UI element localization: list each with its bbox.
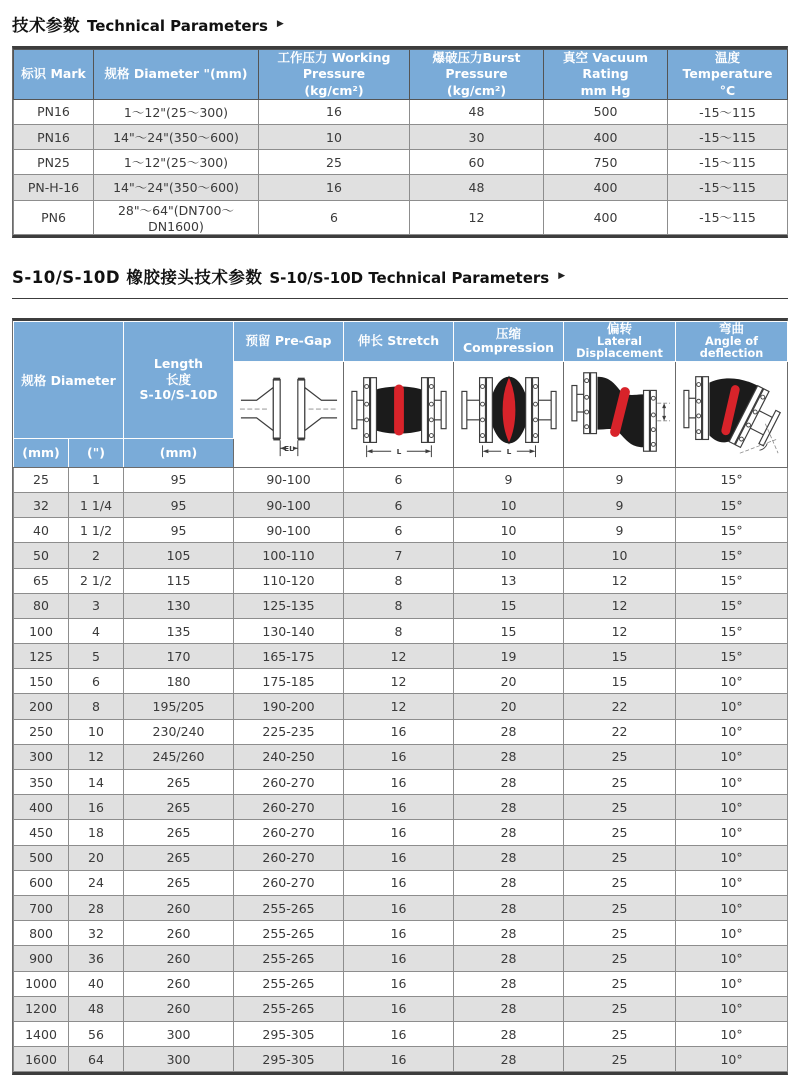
table-cell: 260-270: [234, 845, 344, 870]
table-cell: 95: [124, 467, 234, 492]
table-cell: 25: [564, 820, 676, 845]
pre-gap-diagram-cell: [234, 361, 344, 467]
table-cell: 400: [14, 795, 69, 820]
table-cell: 10: [564, 543, 676, 568]
table-cell: 95: [124, 518, 234, 543]
s10-parameters-table: [13, 321, 788, 1073]
table-cell: 15: [564, 644, 676, 669]
table-cell: 12: [69, 744, 124, 769]
table-cell: 260-270: [234, 770, 344, 795]
table-cell: 25: [564, 895, 676, 920]
table-cell: 15°: [676, 543, 788, 568]
table-cell: 10: [454, 518, 564, 543]
table-cell: 30: [410, 124, 544, 149]
col-header-burst-pressure: 爆破压力Burst Pressure (kg/cm²): [410, 50, 544, 100]
table-cell: 260: [124, 946, 234, 971]
table-cell: 15°: [676, 593, 788, 618]
table-cell: 10°: [676, 996, 788, 1021]
table-cell: 10: [454, 543, 564, 568]
section2-title: [12, 264, 788, 288]
table-cell: 125-135: [234, 593, 344, 618]
table-cell: 48: [410, 99, 544, 124]
table-cell: 260-270: [234, 795, 344, 820]
table-cell: 2: [69, 543, 124, 568]
table-cell: 28: [69, 895, 124, 920]
table-row: [14, 895, 788, 920]
table-cell: 1200: [14, 996, 69, 1021]
table-cell: 295-305: [234, 1021, 344, 1046]
section1-title-zh: 技术参数: [12, 16, 80, 35]
section1-title: [12, 12, 788, 36]
table-cell: 28: [454, 895, 564, 920]
table-cell: 28: [454, 719, 564, 744]
table-cell: 9: [564, 518, 676, 543]
table-cell: 115: [124, 568, 234, 593]
table-cell: 18: [69, 820, 124, 845]
table-cell: 28: [454, 845, 564, 870]
table-cell: 16: [344, 820, 454, 845]
table-row: [14, 669, 788, 694]
table-cell: 28: [454, 946, 564, 971]
col-header-angle-of-deflection: 弯曲 Angle of deflection: [676, 321, 788, 361]
table-cell: 265: [124, 770, 234, 795]
table-cell: 20: [454, 694, 564, 719]
table-cell: 22: [564, 719, 676, 744]
table-cell: 12: [410, 200, 544, 234]
table-cell: 14"～24"(350～600): [94, 124, 259, 149]
table-cell: 295-305: [234, 1047, 344, 1072]
table-row: [14, 99, 788, 124]
table-cell: 28: [454, 971, 564, 996]
table-cell: 8: [344, 593, 454, 618]
table-cell: 28: [454, 870, 564, 895]
table-row: [14, 543, 788, 568]
col-header-vacuum-rating: 真空 Vacuum Rating mm Hg: [544, 50, 668, 100]
table-cell: 16: [344, 946, 454, 971]
table2-header: [14, 321, 788, 467]
section1-title-en: Technical Parameters: [87, 17, 268, 35]
table-cell: 260-270: [234, 820, 344, 845]
table-cell: 1 1/2: [69, 518, 124, 543]
table-cell: 28: [454, 820, 564, 845]
table-cell: 10°: [676, 1047, 788, 1072]
table-cell: 28"～64"(DN700～DN1600): [94, 200, 259, 234]
table-cell: 110-120: [234, 568, 344, 593]
table-cell: 190-200: [234, 694, 344, 719]
table-cell: PN16: [14, 124, 94, 149]
table-cell: 500: [14, 845, 69, 870]
table-cell: 80: [14, 593, 69, 618]
table-cell: 10: [259, 124, 410, 149]
compression-diagram: [458, 364, 560, 460]
table-cell: 12: [564, 593, 676, 618]
col-header-working-pressure: 工作压力 Working Pressure (kg/cm²): [259, 50, 410, 100]
table-cell: 15°: [676, 568, 788, 593]
s10-parameters-table-wrap: [12, 318, 788, 1076]
dimension-label: EL: [283, 444, 294, 454]
compression-diagram-cell: [454, 361, 564, 467]
table-cell: 10°: [676, 795, 788, 820]
table-cell: 8: [344, 618, 454, 643]
table-row: [14, 845, 788, 870]
table-cell: 900: [14, 946, 69, 971]
table-cell: 10°: [676, 921, 788, 946]
table-cell: 600: [14, 870, 69, 895]
table-cell: -15～115: [668, 99, 788, 124]
table-cell: 260: [124, 971, 234, 996]
table-cell: 16: [344, 921, 454, 946]
table-cell: 170: [124, 644, 234, 669]
table-cell: 25: [14, 467, 69, 492]
table-cell: 9: [564, 492, 676, 517]
table-cell: 60: [410, 150, 544, 175]
section-marker-icon: ▶: [558, 270, 566, 281]
col-header-compression: 压缩 Compression: [454, 321, 564, 361]
table-cell: 180: [124, 669, 234, 694]
table1-body: [14, 99, 788, 234]
sub-header-mm: (mm): [14, 438, 69, 467]
table-cell: 12: [344, 694, 454, 719]
table-cell: 25: [564, 946, 676, 971]
col-header-length: Length 长度 S-10/S-10D: [124, 321, 234, 438]
table-row: [14, 719, 788, 744]
table-cell: 20: [69, 845, 124, 870]
table-cell: 28: [454, 1021, 564, 1046]
table-cell: 260: [124, 895, 234, 920]
table-cell: 245/260: [124, 744, 234, 769]
table-cell: 25: [564, 744, 676, 769]
table-cell: 25: [564, 921, 676, 946]
table-cell: 6: [344, 518, 454, 543]
angle-of-deflection-diagram-cell: [676, 361, 788, 467]
table-cell: 12: [344, 669, 454, 694]
col-header-diameter: 规格 Diameter "(mm): [94, 50, 259, 100]
table-cell: 12: [344, 644, 454, 669]
table-cell: 3: [69, 593, 124, 618]
table-cell: -15～115: [668, 175, 788, 200]
table-cell: 48: [410, 175, 544, 200]
table-cell: 16: [259, 99, 410, 124]
table-cell: 450: [14, 820, 69, 845]
table-cell: 10: [454, 492, 564, 517]
table-cell: 16: [344, 845, 454, 870]
table-cell: 15°: [676, 467, 788, 492]
table-cell: -15～115: [668, 150, 788, 175]
table-cell: 1 1/4: [69, 492, 124, 517]
section-divider: [12, 298, 788, 299]
table-cell: 28: [454, 744, 564, 769]
stretch-diagram: [348, 364, 450, 460]
table-cell: 225-235: [234, 719, 344, 744]
table-cell: 16: [344, 1021, 454, 1046]
table-cell: 300: [124, 1047, 234, 1072]
table-cell: 90-100: [234, 518, 344, 543]
table-cell: 1400: [14, 1021, 69, 1046]
table-cell: 400: [544, 124, 668, 149]
table-cell: 260: [124, 921, 234, 946]
table-cell: 25: [564, 770, 676, 795]
table-row: [14, 644, 788, 669]
table-cell: 1～12"(25～300): [94, 99, 259, 124]
table-cell: 90-100: [234, 467, 344, 492]
table-cell: 10°: [676, 845, 788, 870]
section-marker-icon: ▶: [276, 19, 284, 29]
table-cell: 4: [69, 618, 124, 643]
table-cell: 19: [454, 644, 564, 669]
table-cell: 12: [564, 568, 676, 593]
table-cell: 130-140: [234, 618, 344, 643]
table-row: [14, 770, 788, 795]
table-cell: 265: [124, 870, 234, 895]
table-cell: 7: [344, 543, 454, 568]
table-cell: 15°: [676, 644, 788, 669]
dimension-label: L: [396, 447, 401, 457]
sub-header-length-mm: (mm): [124, 438, 234, 467]
lateral-displacement-diagram-cell: [564, 361, 676, 467]
table-cell: 400: [544, 200, 668, 234]
table-cell: 12: [564, 618, 676, 643]
table-row: [14, 996, 788, 1021]
table-cell: 255-265: [234, 946, 344, 971]
table-cell: 100: [14, 618, 69, 643]
table-row: [14, 492, 788, 517]
table-cell: 255-265: [234, 971, 344, 996]
table-cell: 500: [544, 99, 668, 124]
stretch-diagram-cell: [344, 361, 454, 467]
table-row: [14, 744, 788, 769]
col-header-lateral-displacement: 偏转 Lateral Displacement: [564, 321, 676, 361]
table-cell: 9: [454, 467, 564, 492]
table-row: [14, 618, 788, 643]
col-header-mark: 标识 Mark: [14, 50, 94, 100]
table-cell: 16: [344, 719, 454, 744]
table-cell: 6: [344, 467, 454, 492]
table-cell: 15°: [676, 618, 788, 643]
table-cell: 300: [124, 1021, 234, 1046]
table-cell: 32: [69, 921, 124, 946]
table-cell: 750: [544, 150, 668, 175]
table-cell: 40: [69, 971, 124, 996]
table-cell: 2 1/2: [69, 568, 124, 593]
table-row: [14, 593, 788, 618]
table-cell: 14: [69, 770, 124, 795]
table-cell: 265: [124, 820, 234, 845]
table-cell: 1: [69, 467, 124, 492]
table-cell: 200: [14, 694, 69, 719]
table-cell: 125: [14, 644, 69, 669]
table-cell: 1600: [14, 1047, 69, 1072]
table-row: [14, 467, 788, 492]
table-row: [14, 971, 788, 996]
table-row: [14, 921, 788, 946]
table-row: [14, 946, 788, 971]
table-cell: 16: [259, 175, 410, 200]
table-cell: 10°: [676, 669, 788, 694]
table-cell: 10°: [676, 820, 788, 845]
table-cell: 65: [14, 568, 69, 593]
section2-title-en: S-10/S-10D Technical Parameters: [269, 268, 550, 287]
table-cell: 6: [69, 669, 124, 694]
table-cell: 10°: [676, 895, 788, 920]
table-cell: 16: [344, 895, 454, 920]
table-cell: PN-H-16: [14, 175, 94, 200]
table-cell: 15: [454, 593, 564, 618]
table-cell: 25: [564, 795, 676, 820]
table-cell: 16: [344, 996, 454, 1021]
table-row: [14, 200, 788, 234]
table-cell: 56: [69, 1021, 124, 1046]
lateral-displacement-diagram: [569, 364, 671, 460]
table-cell: 15: [564, 669, 676, 694]
col-header-temperature: 温度 Temperature °C: [668, 50, 788, 100]
table-cell: 28: [454, 921, 564, 946]
table-cell: 1000: [14, 971, 69, 996]
table-row: [14, 568, 788, 593]
table-cell: 10°: [676, 946, 788, 971]
table-cell: PN25: [14, 150, 94, 175]
table-cell: 700: [14, 895, 69, 920]
table-cell: 13: [454, 568, 564, 593]
table-cell: 64: [69, 1047, 124, 1072]
table-row: [14, 150, 788, 175]
table-row: [14, 820, 788, 845]
table-cell: 40: [14, 518, 69, 543]
col-header-pre-gap: 预留 Pre-Gap: [234, 321, 344, 361]
dimension-label: L: [506, 447, 511, 457]
table-cell: 8: [69, 694, 124, 719]
table-cell: 48: [69, 996, 124, 1021]
table-cell: 20: [454, 669, 564, 694]
table-cell: 22: [564, 694, 676, 719]
table-cell: 28: [454, 1047, 564, 1072]
table-row: [14, 795, 788, 820]
table-cell: 16: [344, 744, 454, 769]
table-cell: 10°: [676, 770, 788, 795]
table-cell: 25: [564, 845, 676, 870]
table-cell: 10°: [676, 744, 788, 769]
table-row: [14, 175, 788, 200]
table-cell: 28: [454, 996, 564, 1021]
table-cell: 25: [259, 150, 410, 175]
table-cell: 16: [344, 795, 454, 820]
table-cell: 14"～24"(350～600): [94, 175, 259, 200]
table-cell: 10: [69, 719, 124, 744]
pre-gap-diagram: [238, 364, 340, 460]
section2-title-zh: S-10/S-10D 橡胶接头技术参数: [12, 267, 263, 287]
table-cell: 15: [454, 618, 564, 643]
table-cell: 28: [454, 770, 564, 795]
table-cell: 25: [564, 996, 676, 1021]
table-cell: 16: [344, 971, 454, 996]
table-cell: 250: [14, 719, 69, 744]
table-cell: 1～12"(25～300): [94, 150, 259, 175]
table-cell: 5: [69, 644, 124, 669]
table-cell: 165-175: [234, 644, 344, 669]
table-cell: 16: [69, 795, 124, 820]
angle-of-deflection-diagram: [681, 364, 783, 460]
table1-header: [14, 50, 788, 100]
table-cell: 90-100: [234, 492, 344, 517]
table-cell: 800: [14, 921, 69, 946]
table-cell: -15～115: [668, 124, 788, 149]
table-cell: 130: [124, 593, 234, 618]
sub-header-inch: ("): [69, 438, 124, 467]
table-cell: 9: [564, 467, 676, 492]
table-row: [14, 518, 788, 543]
table-cell: 255-265: [234, 996, 344, 1021]
table-row: [14, 694, 788, 719]
technical-parameters-table: [13, 49, 788, 235]
table-cell: -15～115: [668, 200, 788, 234]
table-cell: PN16: [14, 99, 94, 124]
table-cell: 105: [124, 543, 234, 568]
table-cell: 300: [14, 744, 69, 769]
table-cell: 240-250: [234, 744, 344, 769]
table-cell: 10°: [676, 1021, 788, 1046]
table-cell: 150: [14, 669, 69, 694]
table-cell: 10°: [676, 971, 788, 996]
table-cell: 260: [124, 996, 234, 1021]
table-cell: 28: [454, 795, 564, 820]
table-cell: 15°: [676, 518, 788, 543]
table-cell: PN6: [14, 200, 94, 234]
table-row: [14, 1047, 788, 1072]
table-cell: 255-265: [234, 895, 344, 920]
table-cell: 15°: [676, 492, 788, 517]
table-cell: 265: [124, 795, 234, 820]
technical-parameters-table-wrap: [12, 46, 788, 238]
table-cell: 230/240: [124, 719, 234, 744]
table-cell: 8: [344, 568, 454, 593]
table-cell: 10°: [676, 870, 788, 895]
table-cell: 6: [344, 492, 454, 517]
table-row: [14, 870, 788, 895]
table-cell: 16: [344, 1047, 454, 1072]
table2-body: [14, 467, 788, 1072]
table-cell: 36: [69, 946, 124, 971]
table-cell: 25: [564, 870, 676, 895]
table-cell: 100-110: [234, 543, 344, 568]
table-cell: 25: [564, 1021, 676, 1046]
table-row: [14, 1021, 788, 1046]
table-cell: 175-185: [234, 669, 344, 694]
table-cell: 16: [344, 870, 454, 895]
table-cell: 50: [14, 543, 69, 568]
table-cell: 16: [344, 770, 454, 795]
table-cell: 195/205: [124, 694, 234, 719]
table-cell: 400: [544, 175, 668, 200]
table-cell: 265: [124, 845, 234, 870]
table-cell: 10°: [676, 694, 788, 719]
table-cell: 25: [564, 971, 676, 996]
table-cell: 350: [14, 770, 69, 795]
table-cell: 25: [564, 1047, 676, 1072]
table-cell: 24: [69, 870, 124, 895]
table-row: [14, 124, 788, 149]
table-cell: 255-265: [234, 921, 344, 946]
col-header-diameter: 规格 Diameter: [14, 321, 124, 438]
table-cell: 10°: [676, 719, 788, 744]
table-cell: 260-270: [234, 870, 344, 895]
col-header-stretch: 伸长 Stretch: [344, 321, 454, 361]
table-cell: 95: [124, 492, 234, 517]
table-cell: 6: [259, 200, 410, 234]
table-cell: 135: [124, 618, 234, 643]
table-cell: 32: [14, 492, 69, 517]
